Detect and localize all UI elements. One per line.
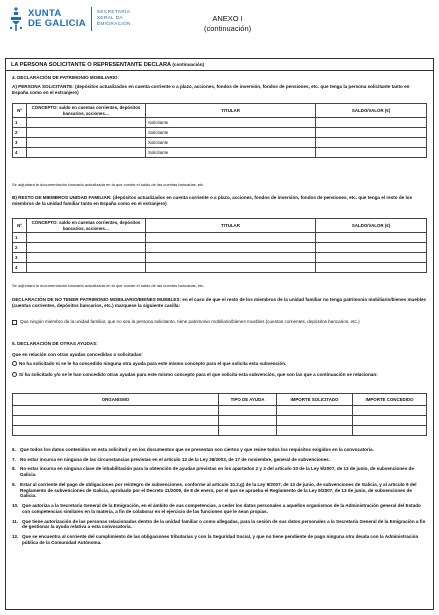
row-number: 1 [13, 118, 27, 128]
row-number: 2 [13, 128, 27, 138]
row-number: 4 [13, 263, 27, 273]
s4-b-text: B) RESTO DE MIEMBROS UNIDAD FAMILIAR: (depósitos actualizados en cuenta corriente o a plazo, acciones, fondos de inversión, fondos de pensiones, etc. que tenga el resto de los miembros de la unidad familiar tanto en España como en el extranjero) [12, 195, 413, 206]
declaration-item [12, 457, 427, 463]
table-b-col-n: Nº [13, 219, 27, 233]
table-ayudas-wrap [12, 393, 427, 436]
secretaria-line2: XERAL DA [96, 16, 123, 21]
saldo-cell[interactable] [316, 128, 427, 138]
no-patrimonio-label: Que ningún miembro de la unidad familiar, que no sea la persona solicitante, tiene patrimonio mobiliario/bienes muebles (cuentas corrientes, depósitos bancarios, etc.) [20, 319, 360, 324]
declaration-item [12, 519, 427, 530]
table-b-wrap [12, 218, 427, 273]
table-row [13, 233, 427, 243]
concepto-cell[interactable] [27, 138, 146, 148]
logo-text-xunta: XUNTA [28, 8, 62, 20]
table-row [13, 253, 427, 263]
saldo-cell[interactable] [316, 118, 427, 128]
concepto-cell[interactable] [27, 243, 146, 253]
col-importe-solicitado: IMPORTE SOLICITADO [277, 394, 353, 406]
saldo-cell[interactable] [316, 138, 427, 148]
saldo-cell[interactable] [316, 233, 427, 243]
table-a-col-saldo: SALDO/VALOR (€) [316, 104, 427, 118]
item-text: Que autoriza a la Secretaría General de la Emigración, en el ámbito de sus competencias, a ceder los datos personales a aquellos organismos de la Administración general del Estado con competencias similares en la materia, a fin de colaborar en el ejercicio de las funciones que le sean propias. [22, 503, 421, 514]
table-ayudas [12, 393, 427, 436]
secretaria-line3: EMIGRACIÓN [96, 21, 131, 27]
declaration-item [12, 447, 427, 453]
titular-cell[interactable] [146, 233, 316, 243]
concepto-cell[interactable] [27, 263, 146, 273]
option-no-label: No ha solicitado ni se le ha concedido ninguna otra ayuda para este mismo concepto para el que solicita esta subvención. [19, 361, 287, 366]
item-text: Que se encuentra al corriente del cumplimiento de las obligaciones tributarias y con la Seguridad Social, y que no tiene pendiente de pago ninguna otra deuda con la Administración pública de la Comunidad Autónoma. [22, 534, 419, 545]
table-a-col-concepto: CONCEPTO: saldo en cuentas corrientes, depósitos bancarios, acciones… [27, 104, 146, 118]
item-text: Que tiene autorización de las personas relacionadas dentro de la unidad familiar o como allegadas, para la cesión de sus datos personales a la Secretaría General de la Emigración a fin de gestionar la ayuda relativa a esta convocatoria. [22, 518, 426, 530]
organismo-cell[interactable] [13, 426, 219, 436]
item-number: 10. [12, 503, 19, 509]
concepto-cell[interactable] [27, 233, 146, 243]
section-title-text: LA PERSONA SOLICITANTE O REPRESENTANTE DECLARA [11, 62, 171, 68]
row-number: 1 [13, 233, 27, 243]
table-b-col-concepto: CONCEPTO: saldo en cuentas corrientes, depósitos bancarios, acciones… [27, 219, 146, 233]
table-row [13, 243, 427, 253]
titular-cell: Solicitante [146, 148, 316, 158]
logo-divider [91, 7, 92, 31]
s5-heading: 5. DECLARACIÓN DE OTRAS AYUDAS: [12, 341, 98, 346]
col-tipo-ayuda: TIPO DE AYUDA [219, 394, 277, 406]
logo-text-galicia: DE GALICIA [28, 18, 86, 29]
table-a [12, 103, 427, 158]
table-row [13, 263, 427, 273]
continuacion-label: (continuación) [204, 23, 252, 33]
page-header [8, 6, 432, 48]
option-si-label: Sí ha solicitado y/o se le han concedido otras ayudas para este mismo concepto para el que solicita esta subvención, que son las que a continuación se relacionan: [19, 372, 378, 377]
titular-cell: Solicitante [146, 128, 316, 138]
organismo-cell[interactable] [13, 416, 219, 426]
no-patrimonio-checkbox[interactable] [12, 320, 17, 325]
table-row [13, 406, 427, 416]
titular-cell[interactable] [146, 263, 316, 273]
titular-cell: Solicitante [146, 118, 316, 128]
anexo-label: ANEXO I [212, 14, 243, 23]
table-b [12, 218, 427, 273]
titular-cell[interactable] [146, 253, 316, 263]
tipo-cell[interactable] [219, 426, 277, 436]
s5-option-1[interactable] [12, 361, 427, 367]
saldo-cell[interactable] [316, 243, 427, 253]
xunta-emblem-icon [8, 6, 24, 32]
table-a-col-n: Nº [13, 104, 27, 118]
declaration-item [12, 482, 427, 499]
s4-a-note: Se adjuntará la documentación bancaria actualizada en la que conste el saldo de las cuentas bancarias, etc. [12, 182, 205, 187]
decl-no-patrimonio-option[interactable] [12, 319, 427, 325]
section-title [11, 62, 204, 69]
table-row [13, 148, 427, 158]
declaration-item [12, 466, 427, 477]
importe-sol-cell[interactable] [277, 426, 353, 436]
tipo-cell[interactable] [219, 406, 277, 416]
concepto-cell[interactable] [27, 148, 146, 158]
s4-b-note: Se adjuntará la documentación bancaria actualizada en la que conste el saldo de las cuentas bancarias, etc. [12, 283, 205, 288]
table-row [13, 426, 427, 436]
importe-con-cell[interactable] [353, 406, 427, 416]
option-no-radio[interactable] [12, 361, 17, 366]
importe-con-cell[interactable] [353, 426, 427, 436]
item-number: 12. [12, 534, 19, 540]
table-b-col-titular: TITULAR [146, 219, 316, 233]
concepto-cell[interactable] [27, 128, 146, 138]
row-number: 2 [13, 243, 27, 253]
xunta-logo [8, 6, 131, 32]
item-number: 7. [12, 456, 16, 462]
declaration-frame [5, 58, 434, 610]
table-a-col-titular: TITULAR [146, 104, 316, 118]
importe-sol-cell[interactable] [277, 406, 353, 416]
item-text: Que todos los datos contenidos en esta solicitud y en los documentos que se presentan son ciertos y que reúne todos los requisitos exigidos en la convocatoria. [20, 447, 374, 452]
saldo-cell[interactable] [316, 253, 427, 263]
item-number: 11. [12, 518, 19, 524]
item-text: No estar incursa en ninguna de las circunstancias previstas en el artículo 13 de la Ley 38/2003, de 17 de noviembre, general de subvenciones. [20, 456, 330, 462]
importe-sol-cell[interactable] [277, 416, 353, 426]
col-importe-concedido: IMPORTE CONCEDIDO [353, 394, 427, 406]
item-text: No estar incursa en ninguna clase de inhabilitación para la obtención de ayudas previstas en los apartados 2 y 3 del artículo 10 de la Ley 9/2007, de 13 de junio, de subvenciones de Galicia. [20, 466, 414, 478]
option-si-radio[interactable] [12, 372, 17, 377]
item-number: 8. [12, 466, 16, 472]
declaration-items [12, 447, 427, 546]
table-row [13, 128, 427, 138]
s4-a-text [12, 84, 427, 95]
s5-option-2[interactable] [12, 372, 427, 378]
row-number: 4 [13, 148, 27, 158]
table-row [13, 416, 427, 426]
row-number: 3 [13, 253, 27, 263]
secretaria-line1: SECRETARÍA [96, 10, 131, 16]
saldo-cell[interactable] [316, 148, 427, 158]
section-title-sub: (continuación) [172, 62, 205, 67]
titular-cell[interactable] [146, 243, 316, 253]
row-number: 3 [13, 138, 27, 148]
s4-heading: 4. DECLARACIÓN DE PATRIMONIO MOBILIARIO: [12, 75, 120, 80]
table-a-wrap [12, 103, 427, 158]
concepto-cell[interactable] [27, 118, 146, 128]
titular-cell: Solicitante [146, 138, 316, 148]
saldo-cell[interactable] [316, 263, 427, 273]
decl-no-patrimonio-text: DECLARACIÓN DE NO TENER PATRIMONIO MOBILIARIO/BIENES MUEBLES: en el caso de que el resto de los miembros de la unidad familiar no tenga patrimonio mobiliario/bienes muebles (cuentas corrientes, depósitos bancarios, etc.) marquese la siguiente casilla: [12, 297, 427, 308]
item-number: 6. [12, 447, 16, 452]
col-organismo: ORGANISMO [13, 394, 219, 406]
table-row [13, 118, 427, 128]
table-row [13, 138, 427, 148]
title-rule [6, 70, 433, 71]
organismo-cell[interactable] [13, 406, 219, 416]
s4-a-text-content: A) PERSONA SOLICITANTE: (depósitos actualizados en cuenta corriente o a plazo, acciones, fondos de inversión, fondos de pensiones, etc. que tenga la persona solicitante tanto en España como en el extranjero) [12, 84, 410, 95]
item-number: 9. [12, 481, 16, 487]
declaration-item [12, 534, 427, 545]
importe-con-cell[interactable] [353, 416, 427, 426]
anexo-title [204, 14, 251, 34]
declaration-item [12, 503, 427, 514]
concepto-cell[interactable] [27, 253, 146, 263]
tipo-cell[interactable] [219, 416, 277, 426]
item-text: Estar al corriente del pago de obligaciones por reintegro de subvenciones, conforme al artículo 10.2.g) de la Ley 9/2007, de 13 de junio, de subvenciones de Galicia, y al artículo 9 del Reglamento de subvenciones de Galicia, aprobado por el Decreto 11/2009, de 8 de enero, por el que se aprueba el Reglamento de la Ley 9/2007, de 13 de junio, de subvenciones de Galicia. [20, 481, 417, 499]
s5-intro: Que en relación con otras ayudas concedidas o solicitadas: [12, 352, 143, 357]
table-b-col-saldo: SALDO/VALOR (€) [316, 219, 427, 233]
